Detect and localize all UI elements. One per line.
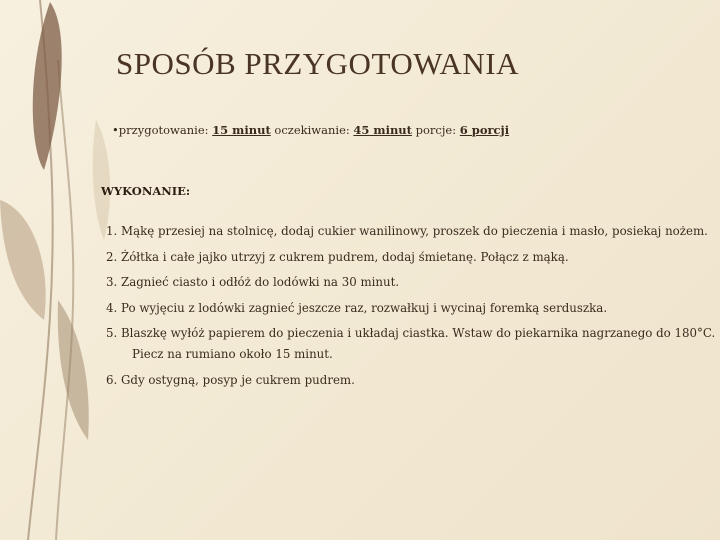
- step-item: 1. Mąkę przesiej na stolnicę, dodaj cukier wanilinowy, proszek do pieczenia i masło, posiekaj nożem.: [106, 224, 708, 238]
- step-continuation: Piecz na rumiano około 15 minut.: [132, 346, 333, 361]
- recipe-meta: [112, 123, 509, 137]
- step-text: 5. Blaszkę wyłóż papierem do pieczenia i układaj ciastka. Wstaw do piekarnika nagrzanego do 180°C.: [106, 326, 716, 340]
- page-title: SPOSÓB PRZYGOTOWANIA: [116, 46, 520, 81]
- step-item: 6. Gdy ostygną, posyp je cukrem pudrem.: [106, 372, 355, 387]
- prep-value: 15 minut: [212, 123, 271, 137]
- step-item: 3. Zagnieć ciasto i odłóż do lodówki na 30 minut.: [106, 275, 400, 289]
- meta-bullet: •: [112, 123, 119, 137]
- section-heading: WYKONANIE:: [101, 184, 191, 198]
- wait-label: oczekiwanie:: [274, 123, 350, 137]
- step-item: [106, 321, 716, 364]
- leaf-left: [0, 200, 46, 320]
- wait-value: 45 minut: [353, 123, 412, 137]
- step-item: 2. Żółtka i całe jajko utrzyj z cukrem pudrem, dodaj śmietanę. Połącz z mąką.: [106, 249, 569, 264]
- portions-value: 6 porcji: [459, 123, 510, 137]
- portions-label: porcje:: [415, 123, 457, 137]
- prep-label: przygotowanie:: [118, 123, 209, 137]
- leaf-upper: [33, 2, 62, 170]
- step-item: 4. Po wyjęciu z lodówki zagnieć jeszcze raz, rozwałkuj i wycinaj foremką serduszka.: [106, 300, 608, 315]
- steps-list: [106, 219, 716, 393]
